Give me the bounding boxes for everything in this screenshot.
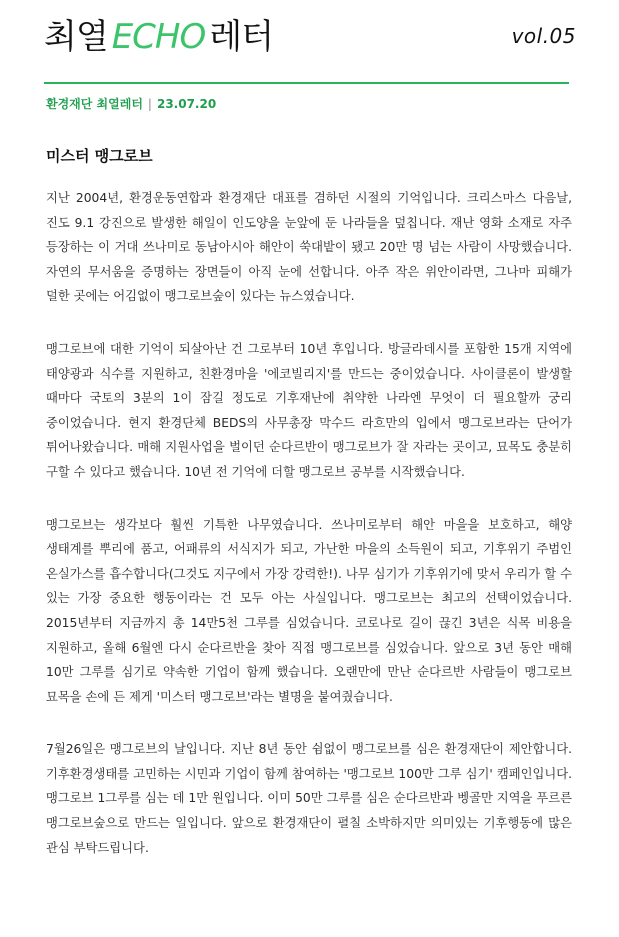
article-body: [46, 186, 572, 888]
newsletter-logo: [44, 14, 273, 60]
issue-date: 23.07.20: [156, 97, 217, 111]
article-paragraph: 맹그로브는 생각보다 훨씬 기특한 나무였습니다. 쓰나미로부터 해안 마을을 보호하고, 해양 생태계를 뿌리에 품고, 어패류의 서식지가 되고, 가난한 마을의 소득원이 되고, 기후위기 주범인 온실가스를 흡수합니다(그것도 지구에서 가장 강력한!). 나무 심기가 기후위기에 맞서 우리가 할 수 있는 가장 중요한 행동이라는 건 모두 아는 사실입니다. 맹그로브는 최고의 선택이었습니다. 2015년부터 지금까지 총 14만5천 그루를 심었습니다. 코로나로 길이 끊긴 3년은 식목 비용을 지원하고, 올해 6월엔 다시 순다르반을 찾아 직접 맹그로브를 심었습니다. 앞으로 3년 동안 매해 10만 그루를 심기로 약속한 기업이 함께 했습니다. 오랜만에 만난 순다르반 사람들이 맹그로브 묘목을 손에 든 제게 '미스터 맹그로브'라는 별명을 붙여줬습니다.: [46, 517, 572, 704]
logo-text-right: 레터: [209, 17, 273, 57]
org-name: 환경재단 최열레터: [46, 97, 143, 111]
article-paragraph: 지난 2004년, 환경운동연합과 환경재단 대표를 겸하던 시절의 기억입니다. 크리스마스 다음날, 진도 9.1 강진으로 발생한 해일이 인도양을 눈앞에 둔 나라들을 덮칩니다. 재난 영화 소재로 자주 등장하는 이 거대 쓰나미로 동남아시아 해안이 쑥대밭이 됐고 20만 명 넘는 사람이 사망했습니다. 자연의 무서움을 증명하는 장면들이 아직 눈에 선합니다. 아주 작은 위안이라면, 그나마 피해가 덜한 곳에는 어김없이 맹그로브숲이 있다는 뉴스였습니다.: [46, 191, 572, 304]
article-paragraph: 맹그로브에 대한 기억이 되살아난 건 그로부터 10년 후입니다. 방글라데시를 포함한 15개 지역에 태양광과 식수를 지원하고, 친환경마을 '에코빌리지'를 만드는 중이었습니다. 사이클론이 발생할 때마다 국토의 3분의 1이 잠길 정도로 기후재난에 취약한 나라엔 무엇이 더 필요할까 궁리 중이었습니다. 현지 환경단체 BEDS의 사무총장 막수드 라흐만의 입에서 맹그로브라는 단어가 튀어나왔습니다. 매해 지원사업을 벌이던 순다르반이 맹그로브가 잘 자라는 곳이고, 묘목도 충분히 구할 수 있다고 했습니다. 10년 전 기억에 더할 맹그로브 공부를 시작했습니다.: [46, 341, 572, 479]
masthead: [44, 14, 576, 60]
meta-separator: |: [147, 97, 152, 111]
article-paragraph: 7월26일은 맹그로브의 날입니다. 지난 8년 동안 쉼없이 맹그로브를 심은 환경재단이 제안합니다. 기후환경생태를 고민하는 시민과 기업이 함께 참여하는 '맹그로브 100만 그루 심기' 캠페인입니다. 맹그로브 1그루를 심는 데 1만 원입니다. 이미 50만 그루를 심은 순다르반과 벵골만 지역을 푸르른 맹그로브숲으로 만드는 일입니다. 앞으로 환경재단이 펼칠 소박하지만 의미있는 기후행동에 많은 관심 부탁드립니다.: [46, 742, 572, 855]
volume-label: vol.05: [511, 24, 576, 48]
header-divider: [44, 82, 569, 84]
issue-meta: [46, 95, 216, 112]
logo-text-echo: ECHO: [111, 17, 206, 57]
article-title: 미스터 맹그로브: [46, 147, 153, 165]
logo-text-left: 최열: [44, 17, 108, 57]
